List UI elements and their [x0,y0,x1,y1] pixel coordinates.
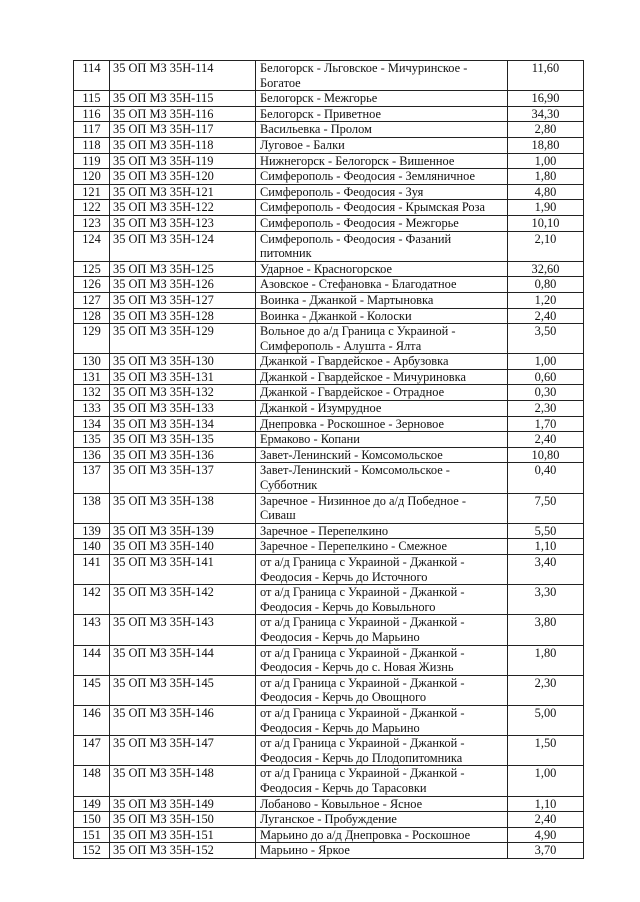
road-code-cell: 35 ОП МЗ 35Н-124 [110,231,256,261]
road-name-line: от а/д Граница с Украиной - Джанкой - [260,705,465,720]
row-number-cell: 142 [74,585,110,615]
road-name-line: Марьино - Яркое [260,843,350,858]
road-code-cell: 35 ОП МЗ 35Н-114 [110,61,256,91]
road-name-cell [256,169,508,185]
road-length-cell: 1,00 [508,153,584,169]
row-number-cell: 137 [74,463,110,493]
table-row [74,615,584,645]
road-code-cell: 35 ОП МЗ 35Н-150 [110,812,256,828]
road-name-line: Феодосия - Керчь до Источного [260,569,428,584]
road-name-line: Джанкой - Гвардейское - Отрадное [260,385,445,400]
road-name-line: от а/д Граница с Украиной - Джанкой - [260,736,465,751]
road-code-cell: 35 ОП МЗ 35Н-143 [110,615,256,645]
table-row [74,91,584,107]
row-number-cell: 115 [74,91,110,107]
table-row [74,169,584,185]
row-number-cell: 131 [74,369,110,385]
road-name-line: Белогорск - Приветное [260,106,381,121]
road-name-cell [256,324,508,354]
road-name-line: от а/д Граница с Украиной - Джанкой - [260,585,465,600]
road-code-cell: 35 ОП МЗ 35Н-123 [110,215,256,231]
road-length-cell: 1,00 [508,766,584,796]
row-number-cell: 119 [74,153,110,169]
road-length-cell: 1,80 [508,645,584,675]
road-name-cell [256,416,508,432]
row-number-cell: 150 [74,812,110,828]
road-name-cell [256,308,508,324]
road-name-cell [256,261,508,277]
row-number-cell: 114 [74,61,110,91]
row-number-cell: 123 [74,215,110,231]
road-name-line: Феодосия - Керчь до Ковыльного [260,599,436,614]
road-name-line: Вольное до а/д Граница с Украиной - [260,324,456,339]
table-row [74,766,584,796]
road-name-cell [256,369,508,385]
table-row [74,261,584,277]
road-code-cell: 35 ОП МЗ 35Н-130 [110,354,256,370]
road-name-line: Сиваш [260,508,296,523]
table-row [74,292,584,308]
table-row [74,137,584,153]
road-name-cell [256,215,508,231]
road-name-line: Днепровка - Роскошное - Зерновое [260,416,444,431]
road-name-line: питомник [260,246,312,261]
table-row [74,184,584,200]
road-name-line: Симферополь - Феодосия - Фазаний [260,231,452,246]
table-row [74,385,584,401]
road-length-cell: 3,30 [508,585,584,615]
table-row [74,153,584,169]
road-code-cell: 35 ОП МЗ 35Н-139 [110,523,256,539]
road-name-cell [256,153,508,169]
road-name-cell [256,585,508,615]
table-row [74,61,584,91]
row-number-cell: 122 [74,200,110,216]
road-name-cell [256,200,508,216]
road-name-line: от а/д Граница с Украиной - Джанкой - [260,675,465,690]
road-code-cell: 35 ОП МЗ 35Н-146 [110,705,256,735]
road-length-cell: 0,30 [508,385,584,401]
row-number-cell: 144 [74,645,110,675]
table-row [74,585,584,615]
road-length-cell: 1,70 [508,416,584,432]
road-name-line: Завет-Ленинский - Комсомольское - [260,463,450,478]
table-row [74,539,584,555]
road-length-cell: 7,50 [508,493,584,523]
road-length-cell: 1,50 [508,736,584,766]
table-row [74,308,584,324]
road-length-cell: 10,10 [508,215,584,231]
row-number-cell: 141 [74,555,110,585]
road-name-line: Ударное - Красногорское [260,261,393,276]
road-name-line: Заречное - Низинное до а/д Победное - [260,493,467,508]
road-name-cell [256,796,508,812]
road-length-cell: 32,60 [508,261,584,277]
road-name-cell [256,766,508,796]
road-code-cell: 35 ОП МЗ 35Н-118 [110,137,256,153]
road-code-cell: 35 ОП МЗ 35Н-127 [110,292,256,308]
road-length-cell: 11,60 [508,61,584,91]
road-code-cell: 35 ОП МЗ 35Н-119 [110,153,256,169]
road-name-line: Воинка - Джанкой - Мартыновка [260,292,434,307]
road-name-line: Симферополь - Алушта - Ялта [260,338,422,353]
table-row [74,416,584,432]
road-code-cell: 35 ОП МЗ 35Н-133 [110,401,256,417]
road-length-cell: 10,80 [508,447,584,463]
road-code-cell: 35 ОП МЗ 35Н-115 [110,91,256,107]
row-number-cell: 143 [74,615,110,645]
road-code-cell: 35 ОП МЗ 35Н-132 [110,385,256,401]
table-row [74,796,584,812]
road-code-cell: 35 ОП МЗ 35Н-147 [110,736,256,766]
road-code-cell: 35 ОП МЗ 35Н-116 [110,106,256,122]
road-name-line: от а/д Граница с Украиной - Джанкой - [260,555,465,569]
road-length-cell: 3,50 [508,324,584,354]
table-row [74,463,584,493]
road-name-cell [256,292,508,308]
table-row [74,843,584,859]
row-number-cell: 133 [74,401,110,417]
table-row [74,401,584,417]
table-row [74,555,584,585]
row-number-cell: 124 [74,231,110,261]
road-length-cell: 3,70 [508,843,584,859]
road-length-cell: 3,80 [508,615,584,645]
road-name-cell [256,122,508,138]
road-length-cell: 34,30 [508,106,584,122]
road-code-cell: 35 ОП МЗ 35Н-129 [110,324,256,354]
road-name-cell [256,401,508,417]
road-name-cell [256,523,508,539]
row-number-cell: 148 [74,766,110,796]
road-name-line: Ермаково - Копани [260,432,360,447]
road-code-cell: 35 ОП МЗ 35Н-125 [110,261,256,277]
road-name-cell [256,705,508,735]
road-name-cell [256,675,508,705]
road-name-cell [256,463,508,493]
road-name-cell [256,493,508,523]
row-number-cell: 152 [74,843,110,859]
roads-table-body [74,61,584,859]
road-code-cell: 35 ОП МЗ 35Н-151 [110,827,256,843]
road-length-cell: 2,30 [508,401,584,417]
road-code-cell: 35 ОП МЗ 35Н-131 [110,369,256,385]
row-number-cell: 139 [74,523,110,539]
road-length-cell: 0,40 [508,463,584,493]
road-length-cell: 2,10 [508,231,584,261]
road-name-cell [256,106,508,122]
road-name-line: от а/д Граница с Украиной - Джанкой - [260,615,465,630]
table-row [74,812,584,828]
road-name-cell [256,61,508,91]
row-number-cell: 149 [74,796,110,812]
road-name-cell [256,736,508,766]
road-name-cell [256,843,508,859]
road-name-line: Белогорск - Льговское - Мичуринское - [260,61,468,75]
road-code-cell: 35 ОП МЗ 35Н-137 [110,463,256,493]
road-name-line: Симферополь - Феодосия - Зуя [260,184,424,199]
road-name-line: Симферополь - Феодосия - Крымская Роза [260,200,485,215]
table-row [74,277,584,293]
row-number-cell: 128 [74,308,110,324]
road-name-line: Феодосия - Керчь до Марьино [260,720,420,735]
road-code-cell: 35 ОП МЗ 35Н-126 [110,277,256,293]
road-length-cell: 3,40 [508,555,584,585]
road-length-cell: 18,80 [508,137,584,153]
road-length-cell: 16,90 [508,91,584,107]
row-number-cell: 138 [74,493,110,523]
road-code-cell: 35 ОП МЗ 35Н-120 [110,169,256,185]
road-length-cell: 2,40 [508,432,584,448]
road-name-cell [256,447,508,463]
row-number-cell: 126 [74,277,110,293]
row-number-cell: 136 [74,447,110,463]
road-length-cell: 1,10 [508,539,584,555]
road-length-cell: 1,20 [508,292,584,308]
road-length-cell: 1,10 [508,796,584,812]
row-number-cell: 117 [74,122,110,138]
road-code-cell: 35 ОП МЗ 35Н-145 [110,675,256,705]
road-name-cell [256,555,508,585]
road-name-line: Феодосия - Керчь до с. Новая Жизнь [260,660,454,675]
table-row [74,523,584,539]
road-length-cell: 1,90 [508,200,584,216]
road-name-line: Богатое [260,75,301,90]
road-length-cell: 0,80 [508,277,584,293]
table-row [74,324,584,354]
row-number-cell: 147 [74,736,110,766]
road-name-cell [256,137,508,153]
road-name-line: Нижнегорск - Белогорск - Вишенное [260,153,455,168]
table-row [74,369,584,385]
road-code-cell: 35 ОП МЗ 35Н-149 [110,796,256,812]
table-row [74,447,584,463]
table-row [74,675,584,705]
road-length-cell: 1,80 [508,169,584,185]
road-name-line: Симферополь - Феодосия - Межгорье [260,215,459,230]
road-name-cell [256,354,508,370]
row-number-cell: 145 [74,675,110,705]
row-number-cell: 130 [74,354,110,370]
road-code-cell: 35 ОП МЗ 35Н-122 [110,200,256,216]
road-code-cell: 35 ОП МЗ 35Н-140 [110,539,256,555]
row-number-cell: 127 [74,292,110,308]
row-number-cell: 120 [74,169,110,185]
table-row [74,106,584,122]
road-name-line: Джанкой - Гвардейское - Арбузовка [260,354,449,369]
road-name-line: от а/д Граница с Украиной - Джанкой - [260,766,465,781]
row-number-cell: 146 [74,705,110,735]
road-name-cell [256,385,508,401]
table-row [74,705,584,735]
table-row [74,432,584,448]
road-name-line: Джанкой - Изумрудное [260,401,382,416]
road-name-cell [256,827,508,843]
table-row [74,215,584,231]
road-code-cell: 35 ОП МЗ 35Н-142 [110,585,256,615]
road-name-cell [256,91,508,107]
road-length-cell: 2,30 [508,675,584,705]
road-name-cell [256,539,508,555]
row-number-cell: 129 [74,324,110,354]
road-name-cell [256,615,508,645]
road-length-cell: 0,60 [508,369,584,385]
road-code-cell: 35 ОП МЗ 35Н-121 [110,184,256,200]
road-name-line: Феодосия - Керчь до Тарасовки [260,780,427,795]
roads-table [73,60,584,859]
road-code-cell: 35 ОП МЗ 35Н-135 [110,432,256,448]
road-name-line: Заречное - Перепелкино - Смежное [260,539,448,554]
road-length-cell: 2,40 [508,812,584,828]
road-code-cell: 35 ОП МЗ 35Н-134 [110,416,256,432]
row-number-cell: 118 [74,137,110,153]
road-name-line: Марьино до а/д Днепровка - Роскошное [260,827,471,842]
road-code-cell: 35 ОП МЗ 35Н-128 [110,308,256,324]
road-length-cell: 5,00 [508,705,584,735]
road-name-line: Луговое - Балки [260,137,345,152]
road-name-cell [256,231,508,261]
road-name-line: Феодосия - Керчь до Овощного [260,690,427,705]
road-length-cell: 4,80 [508,184,584,200]
road-code-cell: 35 ОП МЗ 35Н-138 [110,493,256,523]
road-name-line: Белогорск - Межгорье [260,91,378,106]
row-number-cell: 140 [74,539,110,555]
road-name-cell [256,277,508,293]
row-number-cell: 151 [74,827,110,843]
road-code-cell: 35 ОП МЗ 35Н-148 [110,766,256,796]
road-length-cell: 2,40 [508,308,584,324]
road-name-line: Субботник [260,478,318,493]
road-name-line: Луганское - Пробуждение [260,812,397,827]
road-name-line: Феодосия - Керчь до Марьино [260,629,420,644]
table-row [74,354,584,370]
road-name-cell [256,432,508,448]
row-number-cell: 121 [74,184,110,200]
road-name-cell [256,812,508,828]
road-length-cell: 5,50 [508,523,584,539]
road-name-cell [256,645,508,675]
row-number-cell: 125 [74,261,110,277]
row-number-cell: 134 [74,416,110,432]
table-row [74,200,584,216]
row-number-cell: 116 [74,106,110,122]
table-row [74,736,584,766]
road-name-line: Завет-Ленинский - Комсомольское [260,447,443,462]
table-row [74,645,584,675]
road-length-cell: 1,00 [508,354,584,370]
table-row [74,122,584,138]
road-name-line: Лобаново - Ковыльное - Ясное [260,796,423,811]
road-name-line: Васильевка - Пролом [260,122,372,137]
table-row [74,827,584,843]
road-name-line: Азовское - Стефановка - Благодатное [260,277,457,292]
road-name-line: от а/д Граница с Украиной - Джанкой - [260,645,465,660]
road-name-line: Джанкой - Гвардейское - Мичуриновка [260,369,466,384]
row-number-cell: 132 [74,385,110,401]
table-row [74,231,584,261]
road-name-line: Заречное - Перепелкино [260,523,389,538]
road-code-cell: 35 ОП МЗ 35Н-152 [110,843,256,859]
road-code-cell: 35 ОП МЗ 35Н-117 [110,122,256,138]
road-name-line: Воинка - Джанкой - Колоски [260,308,412,323]
road-code-cell: 35 ОП МЗ 35Н-136 [110,447,256,463]
road-code-cell: 35 ОП МЗ 35Н-141 [110,555,256,585]
road-name-cell [256,184,508,200]
road-length-cell: 4,90 [508,827,584,843]
road-name-line: Феодосия - Керчь до Плодопитомника [260,750,463,765]
table-row [74,493,584,523]
row-number-cell: 135 [74,432,110,448]
road-code-cell: 35 ОП МЗ 35Н-144 [110,645,256,675]
road-length-cell: 2,80 [508,122,584,138]
road-name-line: Симферополь - Феодосия - Земляничное [260,169,475,184]
